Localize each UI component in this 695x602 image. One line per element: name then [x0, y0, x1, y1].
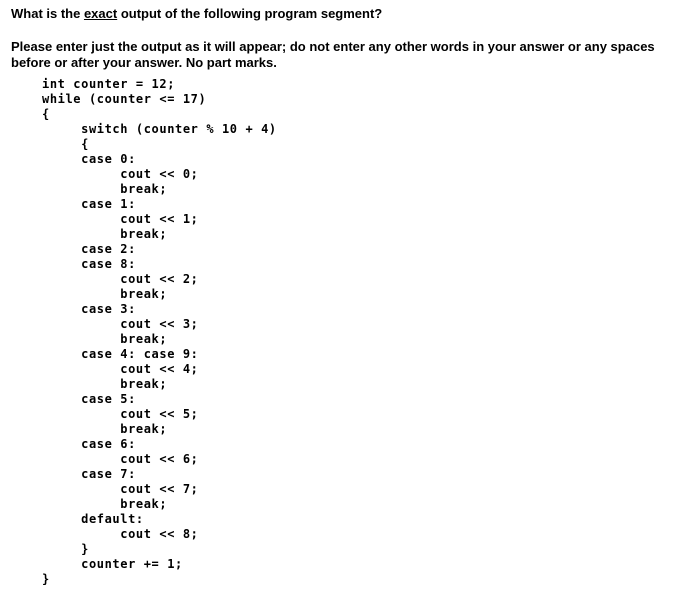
code-line: counter += 1; — [42, 557, 183, 571]
code-line: cout << 7; — [42, 482, 199, 496]
code-line: } — [42, 542, 89, 556]
code-line: cout << 3; — [42, 317, 199, 331]
code-line: case 6: — [42, 437, 136, 451]
code-line: case 4: case 9: — [42, 347, 199, 361]
code-line: case 5: — [42, 392, 136, 406]
code-line: case 0: — [42, 152, 136, 166]
question-instructions: Please enter just the output as it will appear; do not enter any other words in your answer or any spaces before or after your answer. No part marks. — [11, 39, 655, 70]
code-line: break; — [42, 422, 168, 436]
question-title — [11, 6, 681, 22]
code-line: break; — [42, 377, 168, 391]
question-text — [11, 6, 681, 71]
code-line: case 7: — [42, 467, 136, 481]
code-line: cout << 6; — [42, 452, 199, 466]
code-line: case 8: — [42, 257, 136, 271]
code-line: cout << 1; — [42, 212, 199, 226]
code-line: case 2: — [42, 242, 136, 256]
code-line: default: — [42, 512, 144, 526]
question-title-emphasis: exact — [83, 6, 118, 21]
code-line: break; — [42, 287, 168, 301]
code-line: break; — [42, 332, 168, 346]
code-line: } — [42, 572, 50, 586]
code-line: cout << 0; — [42, 167, 199, 181]
code-line: cout << 4; — [42, 362, 199, 376]
code-line: cout << 8; — [42, 527, 199, 541]
code-line: case 1: — [42, 197, 136, 211]
code-line: switch (counter % 10 + 4) — [42, 122, 277, 136]
code-line: break; — [42, 227, 168, 241]
code-line: case 3: — [42, 302, 136, 316]
code-line: { — [42, 137, 89, 151]
question-title-prefix: What is the — [11, 6, 84, 21]
code-line: break; — [42, 497, 168, 511]
code-block — [42, 77, 277, 587]
code-line: int counter = 12; — [42, 77, 176, 91]
code-line: while (counter <= 17) — [42, 92, 207, 106]
question-title-suffix: output of the following program segment? — [117, 6, 383, 21]
code-line: cout << 5; — [42, 407, 199, 421]
code-line: { — [42, 107, 50, 121]
code-line: cout << 2; — [42, 272, 199, 286]
code-line: break; — [42, 182, 168, 196]
